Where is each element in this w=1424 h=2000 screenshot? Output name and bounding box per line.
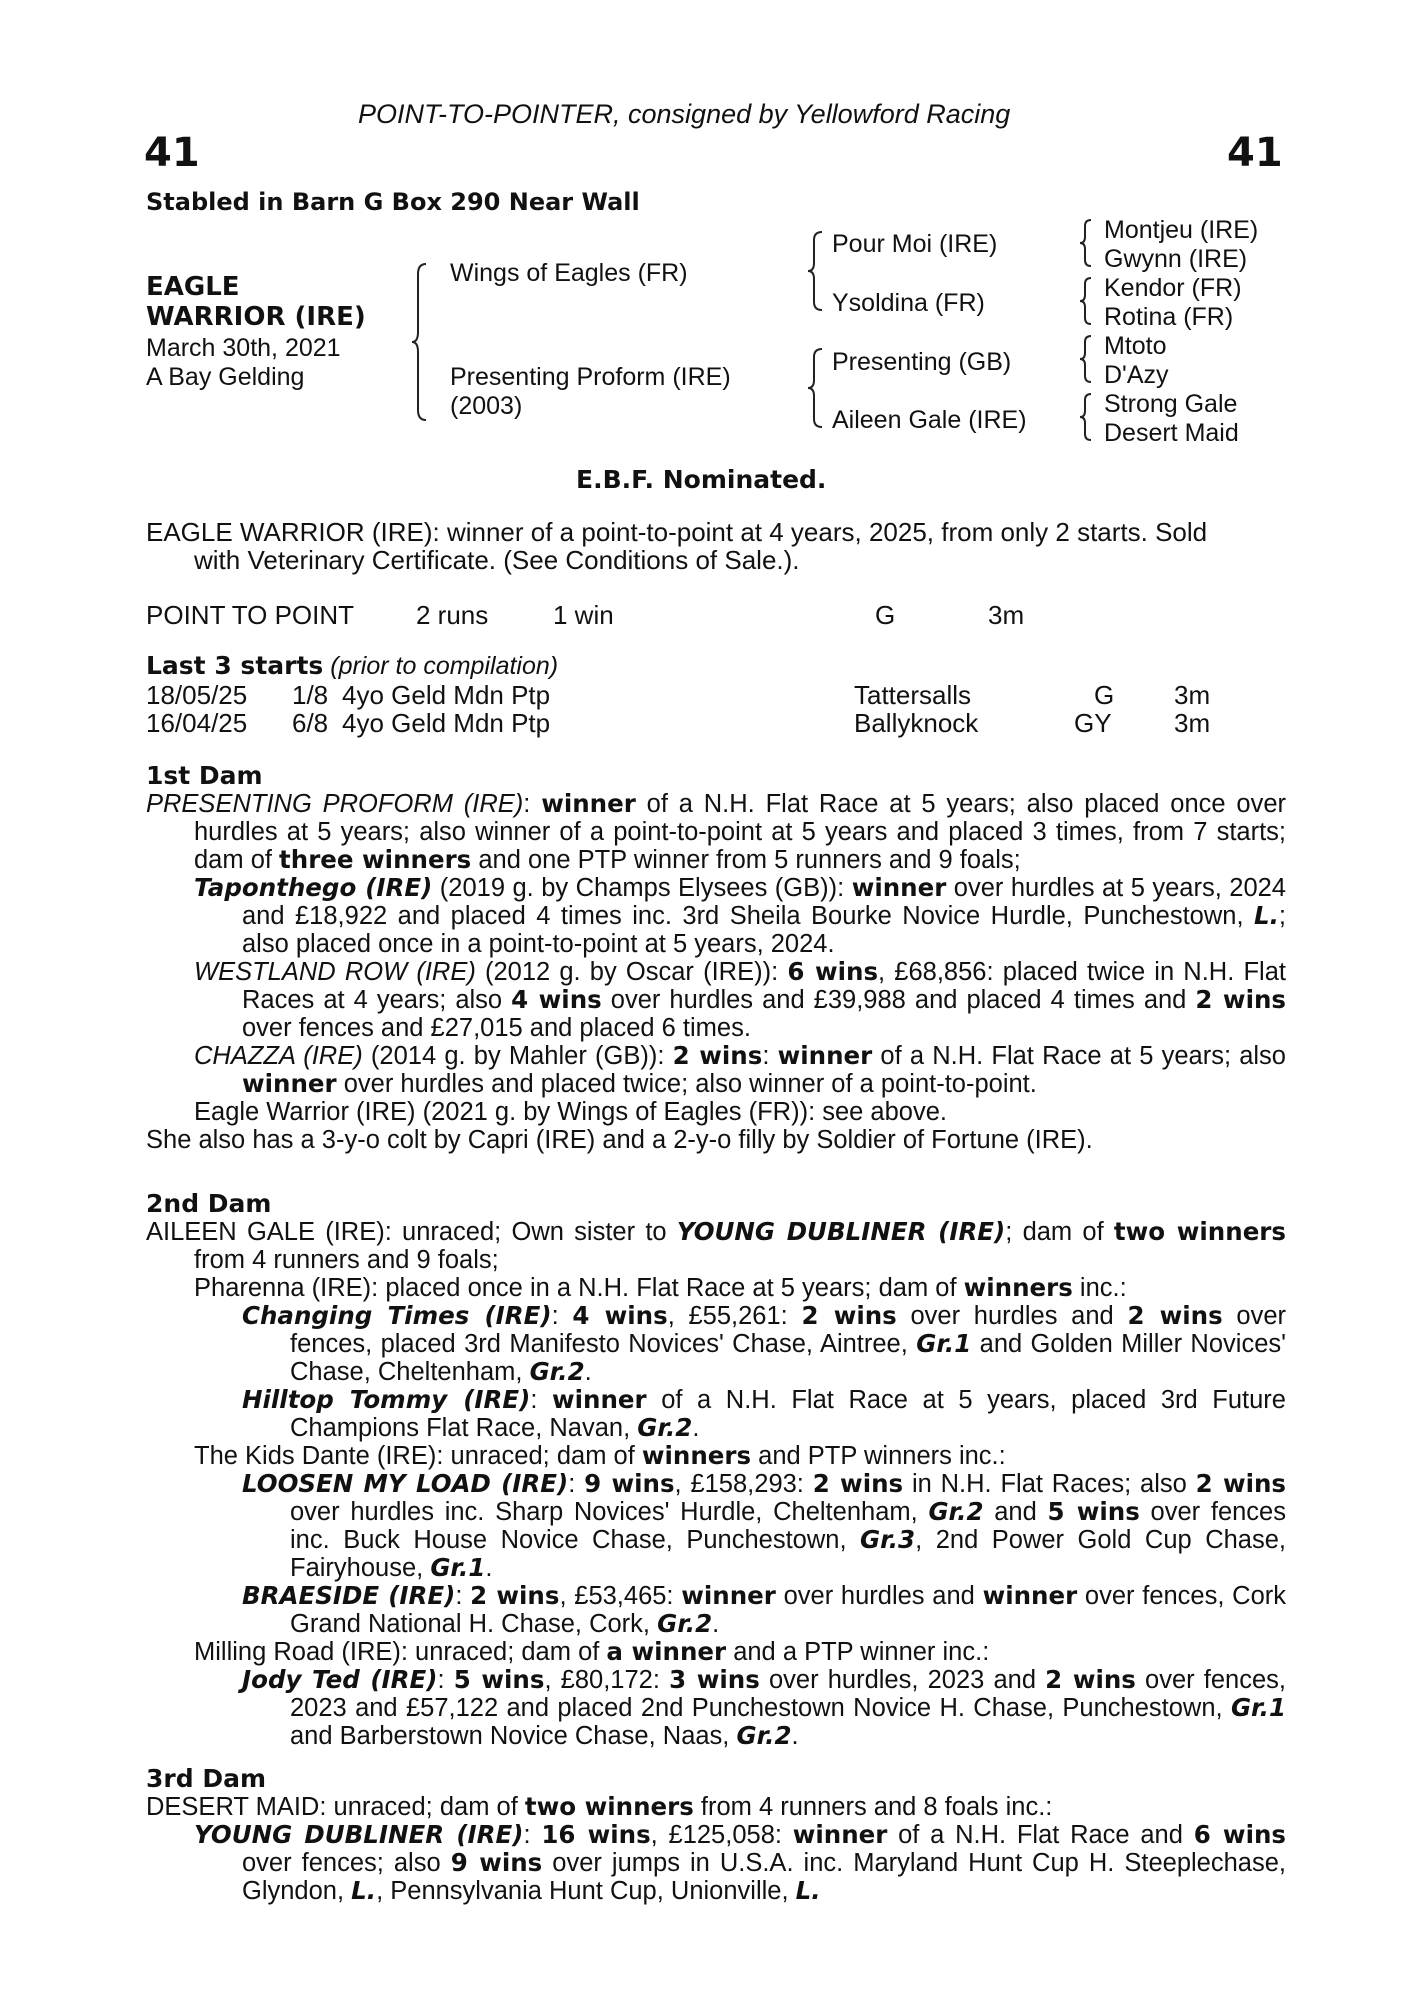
second-dam-entry: AILEEN GALE (IRE): unraced; Own sister to YOUNG DUBLINER (IRE); dam of two winners from 4 runners and 9 foals; — [146, 1217, 1286, 1274]
pedigree-brace-5 — [1078, 276, 1094, 326]
ggp-5: Mtoto — [1104, 332, 1167, 360]
intro-line-1: EAGLE WARRIOR (IRE): winner of a point-to-point at 4 years, 2025, from only 2 starts. Sold — [146, 517, 1208, 547]
grandprogeny-loosen-my-load: LOOSEN MY LOAD (IRE): 9 wins, £158,293: 2 wins in N.H. Flat Races; also 2 wins over hurdles inc. Sharp Novices' Hurdle, Cheltenham, Gr.2 and 5 wins over fences inc. Buck House Novice Chase, Punchestown, Gr.3, 2nd Power Gold Cup Chase, Fairyhouse, Gr.1. — [242, 1469, 1287, 1582]
progeny-name: Taponthego (IRE) — [194, 873, 433, 902]
daughter-milling-road: Milling Road (IRE): unraced; dam of a winner and a PTP winner inc.: — [194, 1637, 990, 1666]
grandprogeny-hilltop-tommy: Hilltop Tommy (IRE): winner of a N.H. Flat Race at 5 years, placed 3rd Future Champions Flat Race, Navan, Gr.2. — [242, 1385, 1286, 1442]
start-course: Tattersalls — [854, 680, 972, 710]
pedigree-dam-dam: Aileen Gale (IRE) — [832, 406, 1027, 434]
progeny-chazza: CHAZZA (IRE) (2014 g. by Mahler (GB)): 2 wins: winner of a N.H. Flat Race at 5 years; also winner over hurdles and placed twice; also winner of a point-to-point. — [194, 1041, 1286, 1098]
pedigree-dam: Presenting Proform (IRE) — [450, 363, 731, 391]
pedigree-brace-1 — [410, 262, 430, 422]
first-dam-also: She also has a 3-y-o colt by Capri (IRE) and a 2-y-o filly by Soldier of Fortune (IRE). — [146, 1126, 1093, 1154]
pedigree-sire-dam: Ysoldina (FR) — [832, 289, 985, 317]
start-course: Ballyknock — [854, 708, 979, 738]
start-distance: 3m — [1174, 680, 1211, 710]
ggp-6: D'Azy — [1104, 361, 1169, 389]
pedigree-dam-sire: Presenting (GB) — [832, 348, 1012, 376]
ggp-2: Gwynn (IRE) — [1104, 245, 1248, 273]
ptp-label: POINT TO POINT — [146, 600, 355, 630]
ggp-4: Rotina (FR) — [1104, 303, 1234, 331]
last-starts-heading: Last 3 starts — [146, 651, 324, 680]
first-dam-section — [146, 762, 1286, 1154]
horse-name-line1: EAGLE — [146, 272, 240, 302]
ggp-1: Montjeu (IRE) — [1104, 216, 1259, 244]
ptp-going: G — [875, 600, 896, 630]
progeny-westland-row: WESTLAND ROW (IRE) (2012 g. by Oscar (IRE)): 6 wins, £68,856: placed twice in N.H. Flat Races at 4 years; also 4 wins over hurdles and £39,988 and placed 4 times and 2 wins over fences and £27,015 and placed 6 times. — [194, 957, 1286, 1042]
ggp-3: Kendor (FR) — [1104, 274, 1242, 302]
ggp-7: Strong Gale — [1104, 390, 1238, 418]
pedigree-sire-sire: Pour Moi (IRE) — [832, 230, 998, 258]
grandprogeny-braeside: BRAESIDE (IRE): 2 wins, £53,465: winner over hurdles and winner over fences, Cork Grand National H. Chase, Cork, Gr.2. — [242, 1581, 1287, 1638]
pedigree-brace-6 — [1078, 334, 1094, 384]
start-going: G — [1094, 680, 1115, 710]
third-dam-section — [146, 1765, 1286, 1905]
first-dam-entry: PRESENTING PROFORM (IRE): winner of a N.H. Flat Race at 5 years; also placed once over hurdles at 5 years; also winner of a point-to-point at 5 years and placed 3 times, from 7 starts; dam of three winners and one PTP winner from 5 runners and 9 foals; — [146, 789, 1287, 874]
progeny-name: WESTLAND ROW (IRE) — [194, 958, 476, 986]
last-starts-heading-line — [146, 651, 558, 681]
horse-name-line2: WARRIOR (IRE) — [146, 302, 366, 332]
ptp-distance: 3m — [988, 600, 1025, 630]
start-position: 1/8 — [292, 680, 329, 710]
pedigree-dam-year: (2003) — [450, 392, 523, 420]
daughter-kids-dante: The Kids Dante (IRE): unraced; dam of winners and PTP winners inc.: — [194, 1441, 1006, 1470]
grandprogeny-changing-times: Changing Times (IRE): 4 wins, £55,261: 2 wins over hurdles and 2 wins over fences, placed 3rd Manifesto Novices' Chase, Aintree, Gr.1 and Golden Miller Novices' Chase, Cheltenham, Gr.2. — [242, 1301, 1287, 1386]
start-race: 4yo Geld Mdn Ptp — [342, 708, 551, 738]
ebf-nomination: E.B.F. Nominated. — [576, 465, 827, 494]
progeny-eagle-warrior: Eagle Warrior (IRE) (2021 g. by Wings of Eagles (FR)): see above. — [194, 1098, 947, 1126]
first-dam-name: PRESENTING PROFORM (IRE) — [146, 790, 524, 818]
horse-description: A Bay Gelding — [146, 363, 305, 391]
pedigree-brace-2 — [806, 230, 826, 312]
second-dam-heading: 2nd Dam — [146, 1189, 272, 1218]
lot-number-right: 41 — [1227, 130, 1283, 176]
start-date: 18/05/25 — [146, 680, 248, 710]
daughter-pharenna: Pharenna (IRE): placed once in a N.H. Flat Race at 5 years; dam of winners inc.: — [194, 1273, 1127, 1302]
start-position: 6/8 — [292, 708, 329, 738]
stabling-info: Stabled in Barn G Box 290 Near Wall — [146, 188, 640, 216]
intro-line-2: with Veterinary Certificate. (See Conditions of Sale.). — [194, 545, 800, 575]
start-distance: 3m — [1174, 708, 1211, 738]
first-dam-heading: 1st Dam — [146, 761, 263, 790]
pedigree-brace-4 — [1078, 218, 1094, 268]
pedigree-brace-7 — [1078, 392, 1094, 442]
start-date: 16/04/25 — [146, 708, 248, 738]
third-dam-entry: DESERT MAID: unraced; dam of two winners from 4 runners and 8 foals inc.: — [146, 1792, 1053, 1821]
pedigree-brace-3 — [806, 347, 826, 429]
start-going: GY — [1074, 708, 1112, 738]
second-dam-section — [146, 1190, 1286, 1750]
lot-number-left: 41 — [144, 130, 200, 176]
progeny-taponthego: Taponthego (IRE) (2019 g. by Champs Elysees (GB)): winner over hurdles at 5 years, 2024 and £18,922 and placed 4 times inc. 3rd Sheila Bourke Novice Hurdle, Punchestown, L.; also placed once in a point-to-point at 5 years, 2024. — [194, 873, 1286, 958]
third-dam-heading: 3rd Dam — [146, 1764, 266, 1793]
ptp-runs: 2 runs — [416, 600, 489, 630]
start-race: 4yo Geld Mdn Ptp — [342, 680, 551, 710]
progeny-name: CHAZZA (IRE) — [194, 1042, 363, 1070]
ptp-wins: 1 win — [553, 600, 614, 630]
pedigree-sire: Wings of Eagles (FR) — [450, 259, 688, 287]
horse-dob: March 30th, 2021 — [146, 334, 341, 362]
progeny-young-dubliner: YOUNG DUBLINER (IRE): 16 wins, £125,058: winner of a N.H. Flat Race and 6 wins over fences; also 9 wins over jumps in U.S.A. inc. Maryland Hunt Cup H. Steeplechase, Glyndon, L., Pennsylvania Hunt Cup, Unionville, L. — [194, 1820, 1286, 1905]
grandprogeny-jody-ted: Jody Ted (IRE): 5 wins, £80,172: 3 wins over hurdles, 2023 and 2 wins over fences, 2023 and £57,122 and placed 2nd Punchestown Novice H. Chase, Punchestown, Gr.1 and Barberstown Novice Chase, Naas, Gr.2. — [242, 1665, 1287, 1750]
ggp-8: Desert Maid — [1104, 419, 1239, 447]
last-starts-note: (prior to compilation) — [330, 652, 559, 680]
consignor-line: POINT-TO-POINTER, consigned by Yellowford Racing — [358, 99, 1011, 129]
